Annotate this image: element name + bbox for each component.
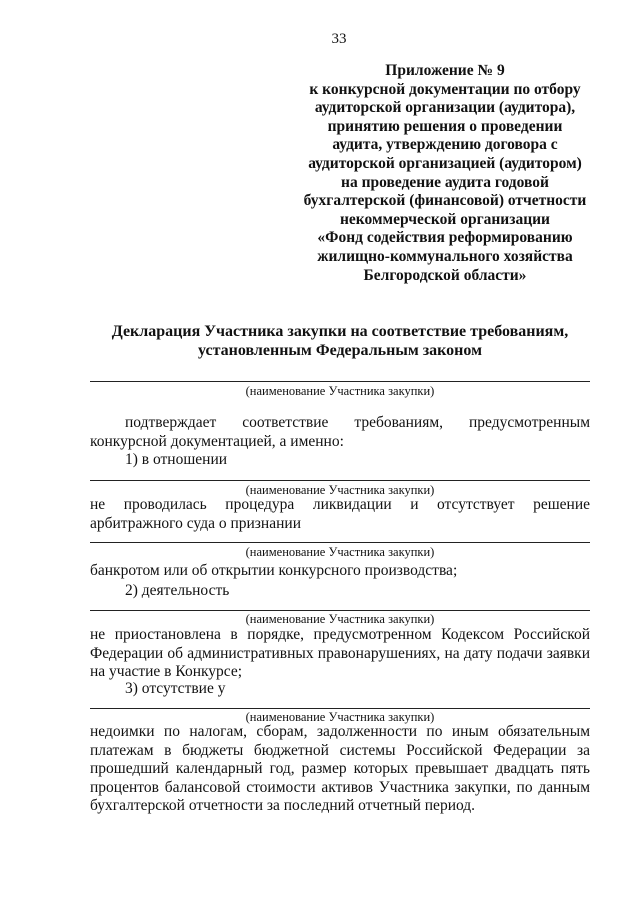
declaration-title bbox=[90, 322, 590, 360]
appendix-line: аудита, утверждению договора с bbox=[332, 136, 558, 154]
paragraph-liquidation: не проводилась процедура ликвидации и отсутствует решение арбитражного суда о признании bbox=[90, 496, 590, 532]
participant-name-caption: (наименование Участника закупки) bbox=[245, 545, 435, 559]
appendix-line: некоммерческой организации bbox=[340, 210, 550, 228]
appendix-header bbox=[300, 62, 590, 285]
appendix-line: жилищно-коммунального хозяйства bbox=[317, 247, 573, 265]
appendix-line: на проведение аудита годовой bbox=[341, 173, 549, 191]
item-3-label: 3) отсутствие у bbox=[125, 680, 226, 697]
appendix-line: аудиторской организацией (аудитором) bbox=[308, 154, 582, 172]
appendix-line: «Фонд содействия реформированию bbox=[317, 229, 573, 247]
paragraph-suspension: не приостановлена в порядке, предусмотренном Кодексом Российской Федерации об административных правонарушениях, на дату подачи заявки на участие в Конкурсе; bbox=[90, 626, 590, 680]
appendix-line: аудиторской организации (аудитора), bbox=[314, 99, 576, 117]
participant-name-caption: (наименование Участника закупки) bbox=[245, 612, 435, 626]
item-1-label: 1) в отношении bbox=[125, 451, 228, 468]
participant-name-caption: (наименование Участника закупки) bbox=[245, 483, 435, 497]
participant-name-blank[interactable] bbox=[90, 708, 590, 709]
participant-name-blank[interactable] bbox=[90, 381, 590, 382]
paragraph-bankruptcy: банкротом или об открытии конкурсного производства; bbox=[90, 562, 458, 579]
participant-name-caption: (наименование Участника закупки) bbox=[245, 710, 435, 724]
appendix-line: принятию решения о проведении bbox=[327, 117, 563, 135]
paragraph-confirmation: подтверждает соответствие требованиям, предусмотренным конкурсной документацией, а именно: bbox=[90, 414, 590, 450]
appendix-line: к конкурсной документации по отбору bbox=[309, 80, 581, 98]
appendix-line: Белгородской области» bbox=[363, 266, 527, 284]
appendix-line: Приложение № 9 bbox=[385, 62, 505, 79]
participant-name-caption: (наименование Участника закупки) bbox=[245, 384, 435, 398]
declaration-title-line: Декларация Участника закупки на соответствие требованиям, bbox=[111, 323, 569, 340]
paragraph-arrears: недоимки по налогам, сборам, задолженности по иным обязательным платежам в бюджеты бюджетной системы Российской Федерации за прошедший календарный год, размер которых превышает двадцать пять процентов балансовой стоимости активов Участника закупки, по данным бухгалтерской отчетности за последний отчетный период. bbox=[90, 723, 590, 814]
participant-name-blank[interactable] bbox=[90, 480, 590, 481]
page-number: 33 bbox=[331, 31, 347, 47]
participant-name-blank[interactable] bbox=[90, 610, 590, 611]
declaration-title-line: установленным Федеральным законом bbox=[198, 342, 482, 359]
participant-name-blank[interactable] bbox=[90, 542, 590, 543]
item-2-label: 2) деятельность bbox=[125, 582, 230, 599]
appendix-line: бухгалтерской (финансовой) отчетности bbox=[303, 192, 587, 210]
